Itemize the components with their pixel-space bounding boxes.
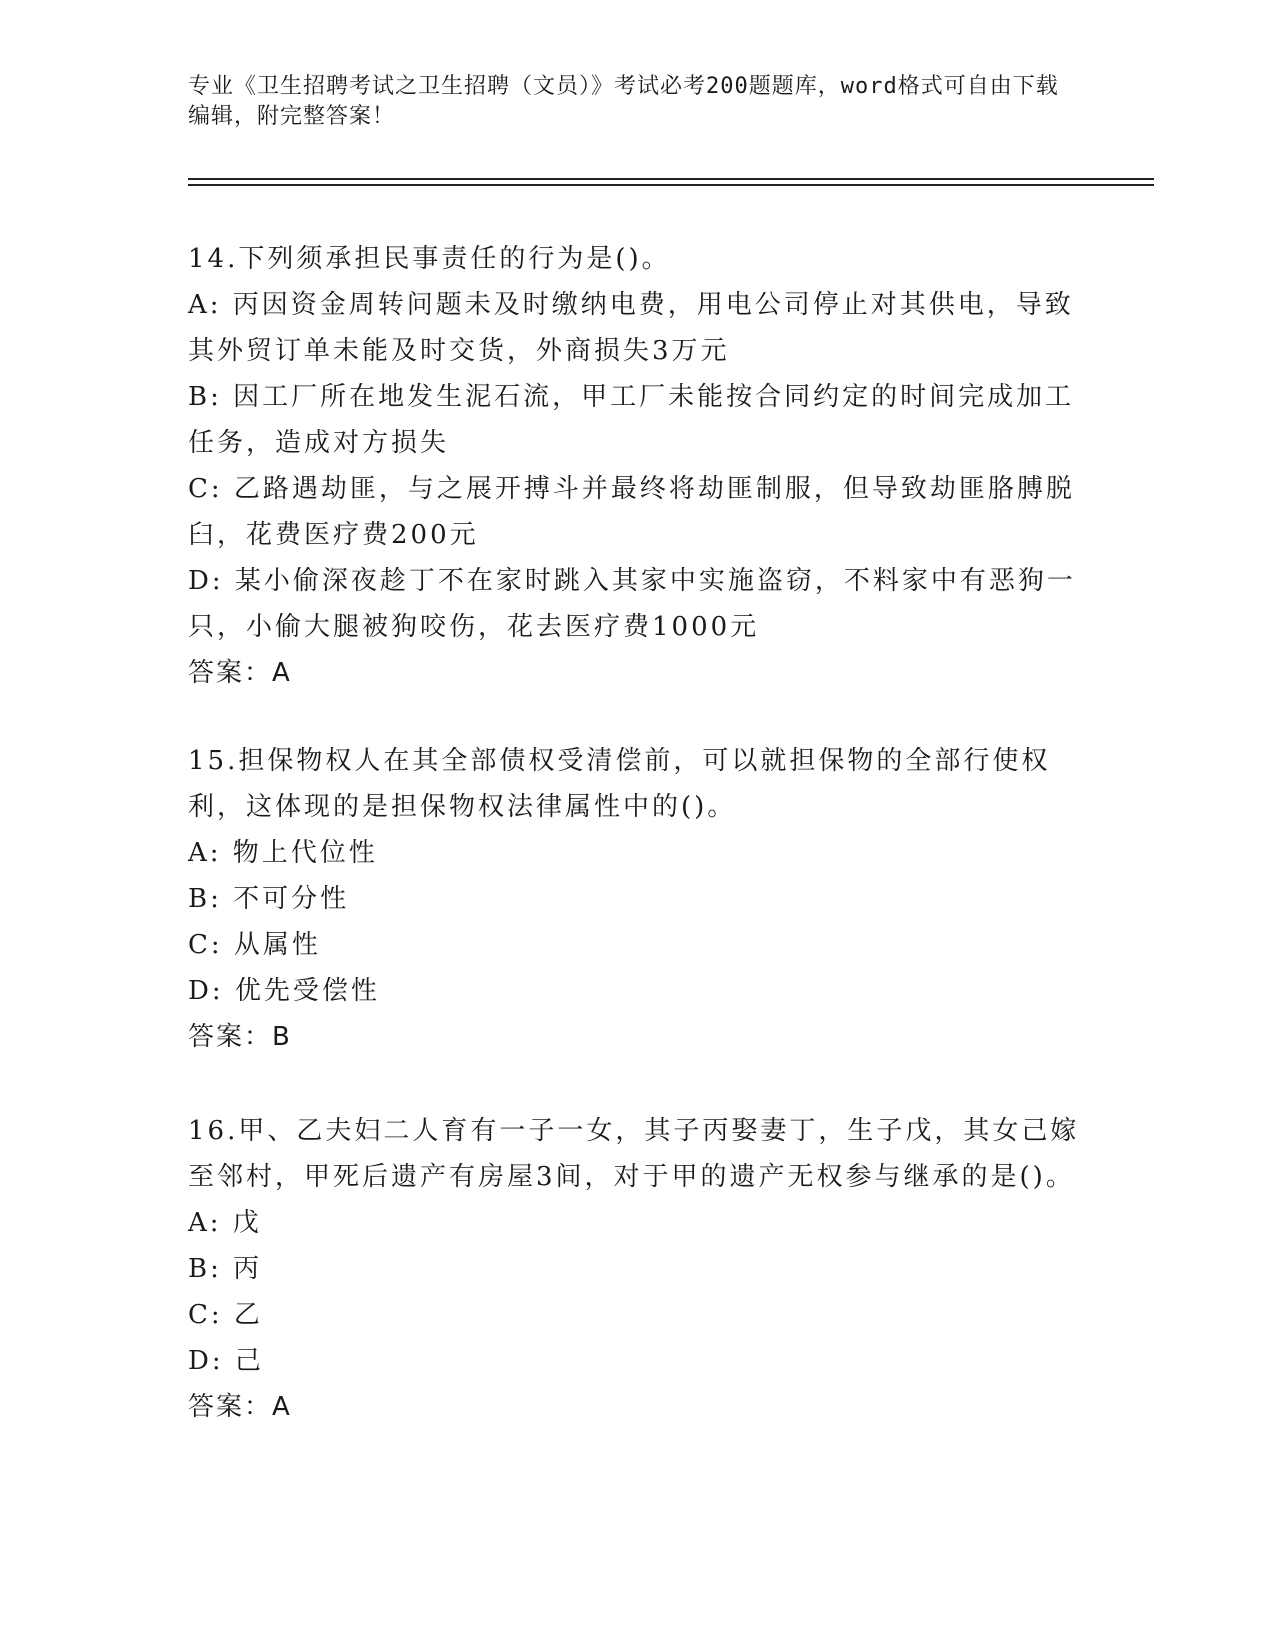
header-divider-bottom — [188, 184, 1154, 186]
option-a: A: 物上代位性 — [188, 838, 378, 868]
header-divider-top — [188, 178, 1154, 180]
option-a: A: 丙因资金周转问题未及时缴纳电费，用电公司停止对其供电，导致其外贸订单未能及时交货，外商损失3万元 — [188, 290, 1074, 366]
question-stem: 14.下列须承担民事责任的行为是()。 — [188, 244, 671, 274]
option-a: A: 戊 — [188, 1208, 262, 1238]
option-b: B: 因工厂所在地发生泥石流，甲工厂未能按合同约定的时间完成加工任务，造成对方损失 — [188, 382, 1075, 458]
question-stem: 15.担保物权人在其全部债权受清偿前，可以就担保物的全部行使权利，这体现的是担保物权法律属性中的()。 — [188, 746, 1051, 822]
option-c: C: 从属性 — [188, 930, 321, 960]
answer: 答案：B — [188, 1022, 292, 1052]
document-header: 专业《卫生招聘考试之卫生招聘（文员）》考试必考200题题库，word格式可自由下载编辑，附完整答案！ — [188, 74, 1059, 129]
option-d: D: 优先受偿性 — [188, 976, 380, 1006]
option-d: D: 己 — [188, 1346, 264, 1376]
option-c: C: 乙 — [188, 1300, 263, 1330]
question-16 — [188, 1108, 1088, 1430]
option-d: D: 某小偷深夜趁丁不在家时跳入其家中实施盗窃，不料家中有恶狗一只，小偷大腿被狗咬伤，花去医疗费1000元 — [188, 566, 1076, 642]
question-14 — [188, 236, 1088, 696]
answer: 答案：A — [188, 1392, 292, 1422]
answer: 答案：A — [188, 658, 292, 688]
question-stem: 16.甲、乙夫妇二人育有一子一女，其子丙娶妻丁，生子戊，其女己嫁至邻村，甲死后遗产有房屋3间，对于甲的遗产无权参与继承的是()。 — [188, 1116, 1080, 1192]
question-15 — [188, 738, 1088, 1060]
option-c: C: 乙路遇劫匪，与之展开搏斗并最终将劫匪制服，但导致劫匪胳膊脱臼，花费医疗费200元 — [188, 474, 1075, 550]
option-b: B: 丙 — [188, 1254, 263, 1284]
option-b: B: 不可分性 — [188, 884, 350, 914]
